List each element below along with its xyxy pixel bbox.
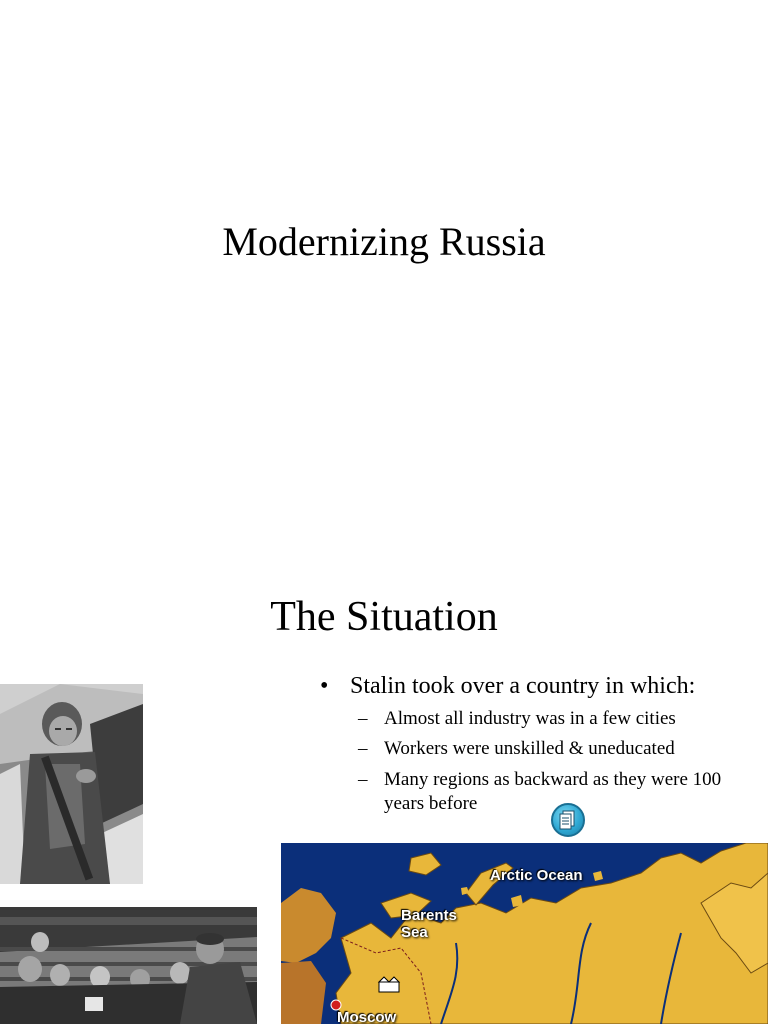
sub-bullet-text: Many regions as backward as they were 100 years before — [384, 769, 722, 814]
sub-bullet-text: Workers were unskilled & uneducated — [384, 738, 675, 759]
sub-marker: – — [358, 738, 368, 759]
sub-bullet-2 — [358, 737, 675, 761]
document-icon — [553, 805, 583, 835]
arctic-ocean-label: Arctic Ocean — [490, 867, 583, 884]
main-bullet — [320, 672, 695, 700]
sub-bullet-3 — [358, 768, 734, 816]
sub-marker: – — [358, 769, 368, 790]
main-bullet-text: Stalin took over a country in which: — [350, 673, 696, 699]
barents-sea-label: Barents Sea — [401, 907, 457, 941]
moscow-label: Moscow — [337, 1009, 397, 1024]
slide1-title: Modernizing Russia — [222, 219, 546, 264]
russia-map — [281, 843, 768, 1024]
slide2-title: The Situation — [270, 594, 498, 640]
bullet-marker: • — [320, 673, 329, 699]
sub-bullet-1 — [358, 707, 676, 731]
notes-button[interactable] — [551, 803, 585, 837]
sub-bullet-text: Almost all industry was in a few cities — [384, 708, 676, 729]
sub-marker: – — [358, 708, 368, 729]
worker-photo — [0, 684, 143, 884]
peasants-photo — [0, 907, 257, 1024]
